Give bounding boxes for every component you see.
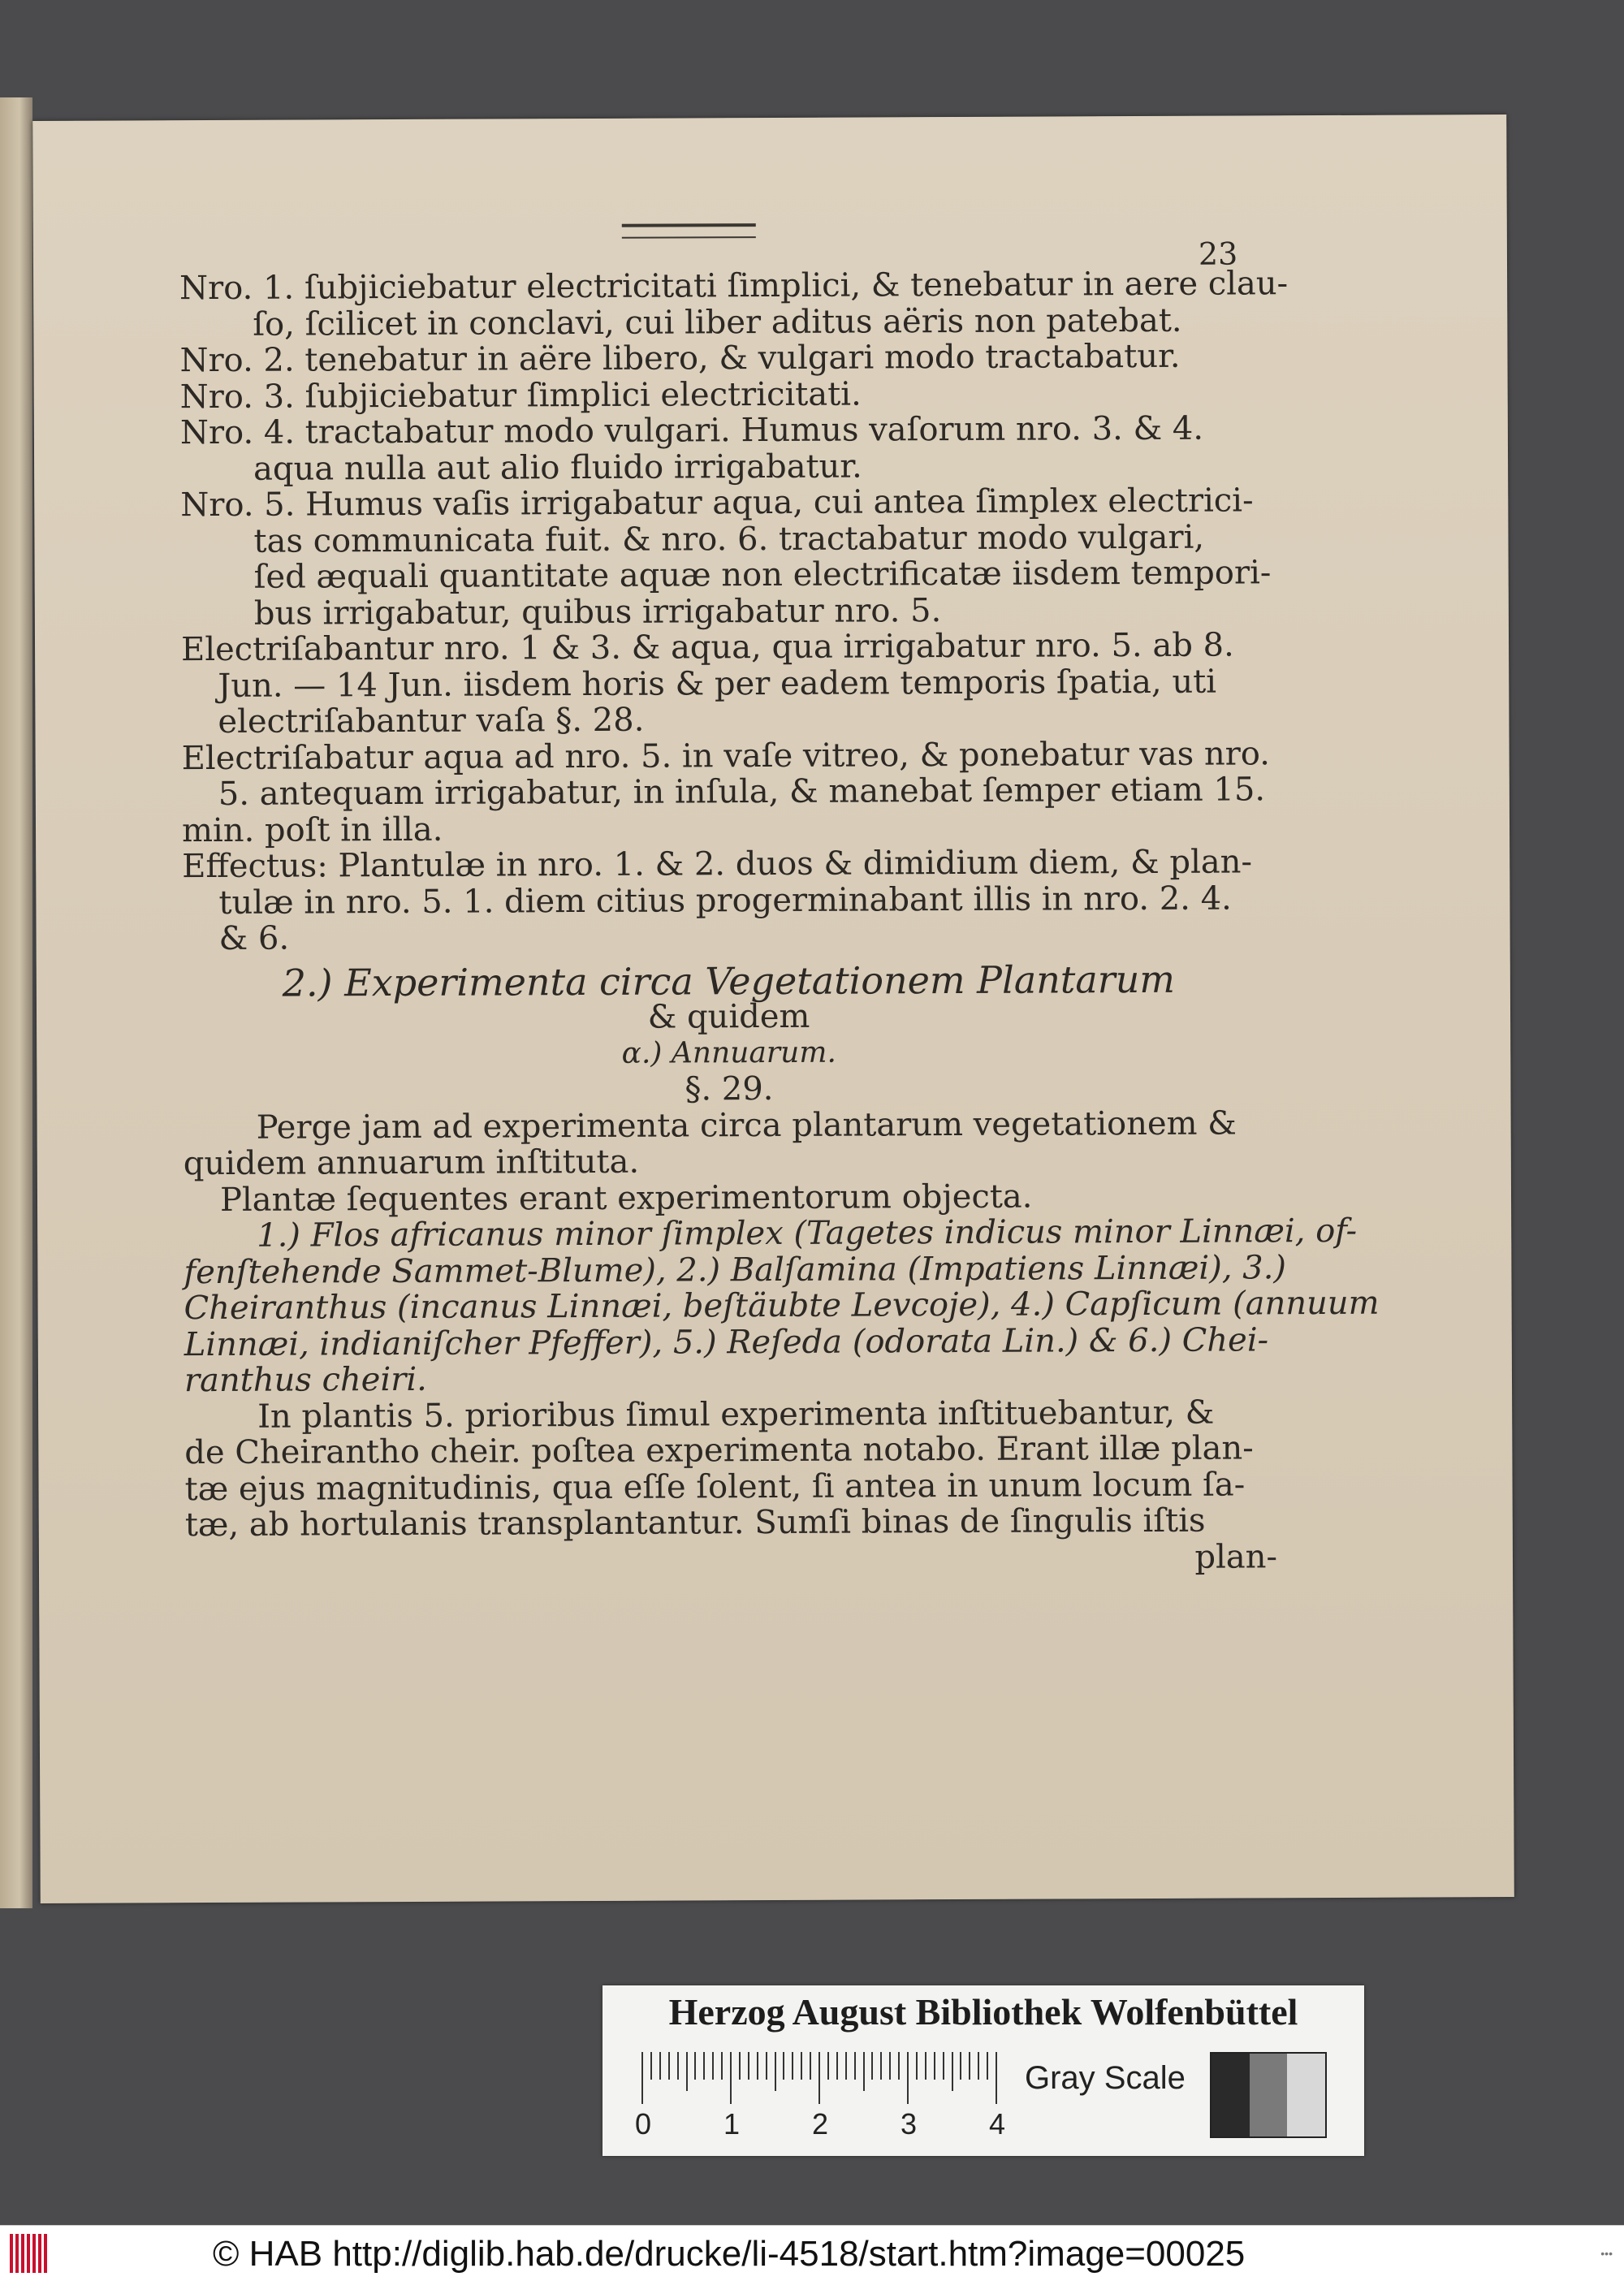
text-line: tulæ in nro. 5. 1. diem citius progerminabant illis in nro. 2. 4. (218, 879, 1232, 922)
ruler-number: 1 (723, 2107, 741, 2141)
ruler-tick (730, 2052, 732, 2104)
text-line: ranthus cheiri. (184, 1360, 427, 1400)
gray-scale-swatches (1210, 2052, 1327, 2138)
ruler-tick (810, 2052, 811, 2080)
text-line: tæ, ab hortulanis transplantantur. Sumſi binas de ſingulis iſtis (184, 1501, 1206, 1544)
text-line: 1.) Flos africanus minor ſimplex (Tagetes indicus minor Linnæi, of- (257, 1212, 1358, 1255)
gray-scale-label: Gray Scale (1025, 2060, 1186, 2096)
ruler-tick (898, 2052, 900, 2080)
ruler-tick (712, 2052, 714, 2080)
text-line: tæ ejus magnitudinis, qua eſſe ſolent, ſi antea in unum locum ſa- (184, 1465, 1246, 1508)
ruler-tick (694, 2052, 696, 2080)
text-line: Perge jam ad experimenta circa plantarum vegetationem & (256, 1104, 1237, 1147)
text-line: fenſtehende Sammet-Blume), 2.) Balſamina (Impatiens Linnæi), 3.) (184, 1248, 1287, 1291)
ruler-tick (659, 2052, 661, 2080)
text-line: de Cheirantho cheir. poſtea experimenta notabo. Erant illæ plan- (184, 1429, 1254, 1472)
text-line: aqua nulla aut alio fluido irrigabatur. (253, 447, 862, 488)
gray-swatch (1287, 2054, 1325, 2136)
gray-swatch (1212, 2054, 1250, 2136)
header-ornament (622, 223, 756, 239)
ruler-tick (836, 2052, 838, 2080)
ruler-number: 3 (901, 2107, 918, 2141)
text-line: quidem annuarum inſtituta. (183, 1143, 640, 1183)
text-line: §. 29. (685, 1070, 774, 1108)
text-line: ſo, ſcilicet in conclavi, cui liber aditus aëris non patebat. (253, 301, 1182, 343)
ruler-tick (916, 2052, 918, 2080)
ruler-tick (650, 2052, 652, 2080)
ruler-tick (960, 2052, 961, 2080)
ruler-tick (889, 2052, 891, 2080)
ruler-number: 4 (989, 2107, 1006, 2141)
text-line: ſed æquali quantitate aquæ non electrificatæ iisdem tempori- (253, 554, 1272, 596)
ruler-scale (635, 2052, 1283, 2149)
ruler-tick (827, 2052, 829, 2080)
text-line: Jun. — 14 Jun. iisdem horis & per eadem temporis ſpatia, uti (218, 663, 1217, 705)
hab-color-card (603, 1985, 1364, 2156)
text-line: Electriſabantur nro. 1 & 3. & aqua, qua irrigabatur nro. 5. ab 8. (180, 626, 1234, 669)
ruler-tick (757, 2052, 758, 2080)
text-line: bus irrigabatur, quibus irrigabatur nro. 5. (253, 591, 942, 633)
text-line: Nro. 2. tenebatur in aëre libero, & vulgari modo tractabatur. (179, 337, 1181, 380)
ruler-tick (801, 2052, 802, 2080)
footer-dots: ••• (1600, 2247, 1613, 2260)
ruler-tick (703, 2052, 705, 2080)
hab-logo-icon (10, 2234, 47, 2273)
ruler-tick (996, 2052, 997, 2104)
ruler-tick (952, 2052, 953, 2091)
ruler-tick (934, 2052, 935, 2080)
text-line: Cheiranthus (incanus Linnæi, beſtäubte Levcoje), 4.) Capſicum (annuum (184, 1284, 1380, 1328)
text-line: 2.) Experimenta circa Vegetationem Plantarum (282, 957, 1176, 1005)
ruler-tick (863, 2052, 865, 2091)
text-line: α.) Annuarum. (621, 1035, 836, 1070)
ruler-tick (925, 2052, 926, 2080)
ruler-tick (978, 2052, 979, 2080)
gray-swatch (1250, 2054, 1288, 2136)
copyright-footer (0, 2225, 1624, 2281)
text-line: Effectus: Plantulæ in nro. 1. & 2. duos & dimidium diem, & plan- (182, 843, 1253, 886)
previous-page-edge (0, 97, 32, 1908)
ruler-tick (943, 2052, 944, 2080)
book-page (32, 114, 1514, 1903)
ruler-tick (987, 2052, 988, 2080)
ruler-number: 0 (635, 2107, 652, 2141)
page-number: 23 (1198, 235, 1238, 272)
text-line: & 6. (218, 919, 290, 957)
ruler-tick (783, 2052, 784, 2080)
ruler-tick (677, 2052, 679, 2080)
ruler-tick (748, 2052, 749, 2080)
ruler-tick (775, 2052, 776, 2091)
ruler-tick (668, 2052, 670, 2080)
text-line: Nro. 3. ſubjiciebatur ſimplici electricitati. (179, 375, 862, 416)
ruler-tick (854, 2052, 856, 2080)
text-line: & quidem (647, 997, 810, 1036)
text-line: Nro. 5. Humus vaſis irrigabatur aqua, cui antea ſimplex electrici- (180, 482, 1254, 525)
text-line: Nro. 4. tractabatur modo vulgari. Humus vaſorum nro. 3. & 4. (179, 409, 1204, 452)
ruler-tick (880, 2052, 882, 2080)
ruler-tick (871, 2052, 873, 2080)
ruler-tick (766, 2052, 767, 2080)
ruler-tick (792, 2052, 793, 2080)
text-line: Plantæ ſequentes erant experimentorum objecta. (219, 1177, 1033, 1219)
text-line: Linnæi, indianiſcher Pfeffer), 5.) Reſeda (odorata Lin.) & 6.) Chei- (184, 1320, 1269, 1363)
library-name: Herzog August Bibliothek Wolfenbüttel (668, 1991, 1298, 2033)
ruler-tick (818, 2052, 820, 2104)
ruler-tick (686, 2052, 688, 2091)
text-line: Nro. 1. ſubjiciebatur electricitati ſimplici, & tenebatur in aere clau- (179, 265, 1289, 308)
copyright-url[interactable]: © HAB http://diglib.hab.de/drucke/li-4518/start.htm?image=00025 (213, 2234, 1246, 2274)
ruler-tick (907, 2052, 909, 2104)
ruler-tick (845, 2052, 847, 2080)
text-line: In plantis 5. prioribus ſimul experimenta inſtituebantur, & (257, 1393, 1215, 1436)
text-line: plan- (1194, 1537, 1278, 1576)
ruler-tick (739, 2052, 741, 2080)
text-line: electriſabantur vaſa §. 28. (218, 701, 645, 741)
ruler-tick (641, 2052, 643, 2104)
page-text (179, 265, 1380, 1579)
ruler-number: 2 (812, 2107, 829, 2141)
text-line: min. poſt in illa. (181, 810, 443, 849)
text-line: 5. antequam irrigabatur, in inſula, & manebat ſemper etiam 15. (218, 771, 1266, 813)
text-line: tas communicata fuit. & nro. 6. tractabatur modo vulgari, (253, 518, 1205, 560)
text-line: Electriſabatur aqua ad nro. 5. in vaſe vitreo, & ponebatur vas nro. (181, 734, 1270, 777)
ruler-tick (969, 2052, 970, 2080)
ruler-tick (721, 2052, 723, 2080)
